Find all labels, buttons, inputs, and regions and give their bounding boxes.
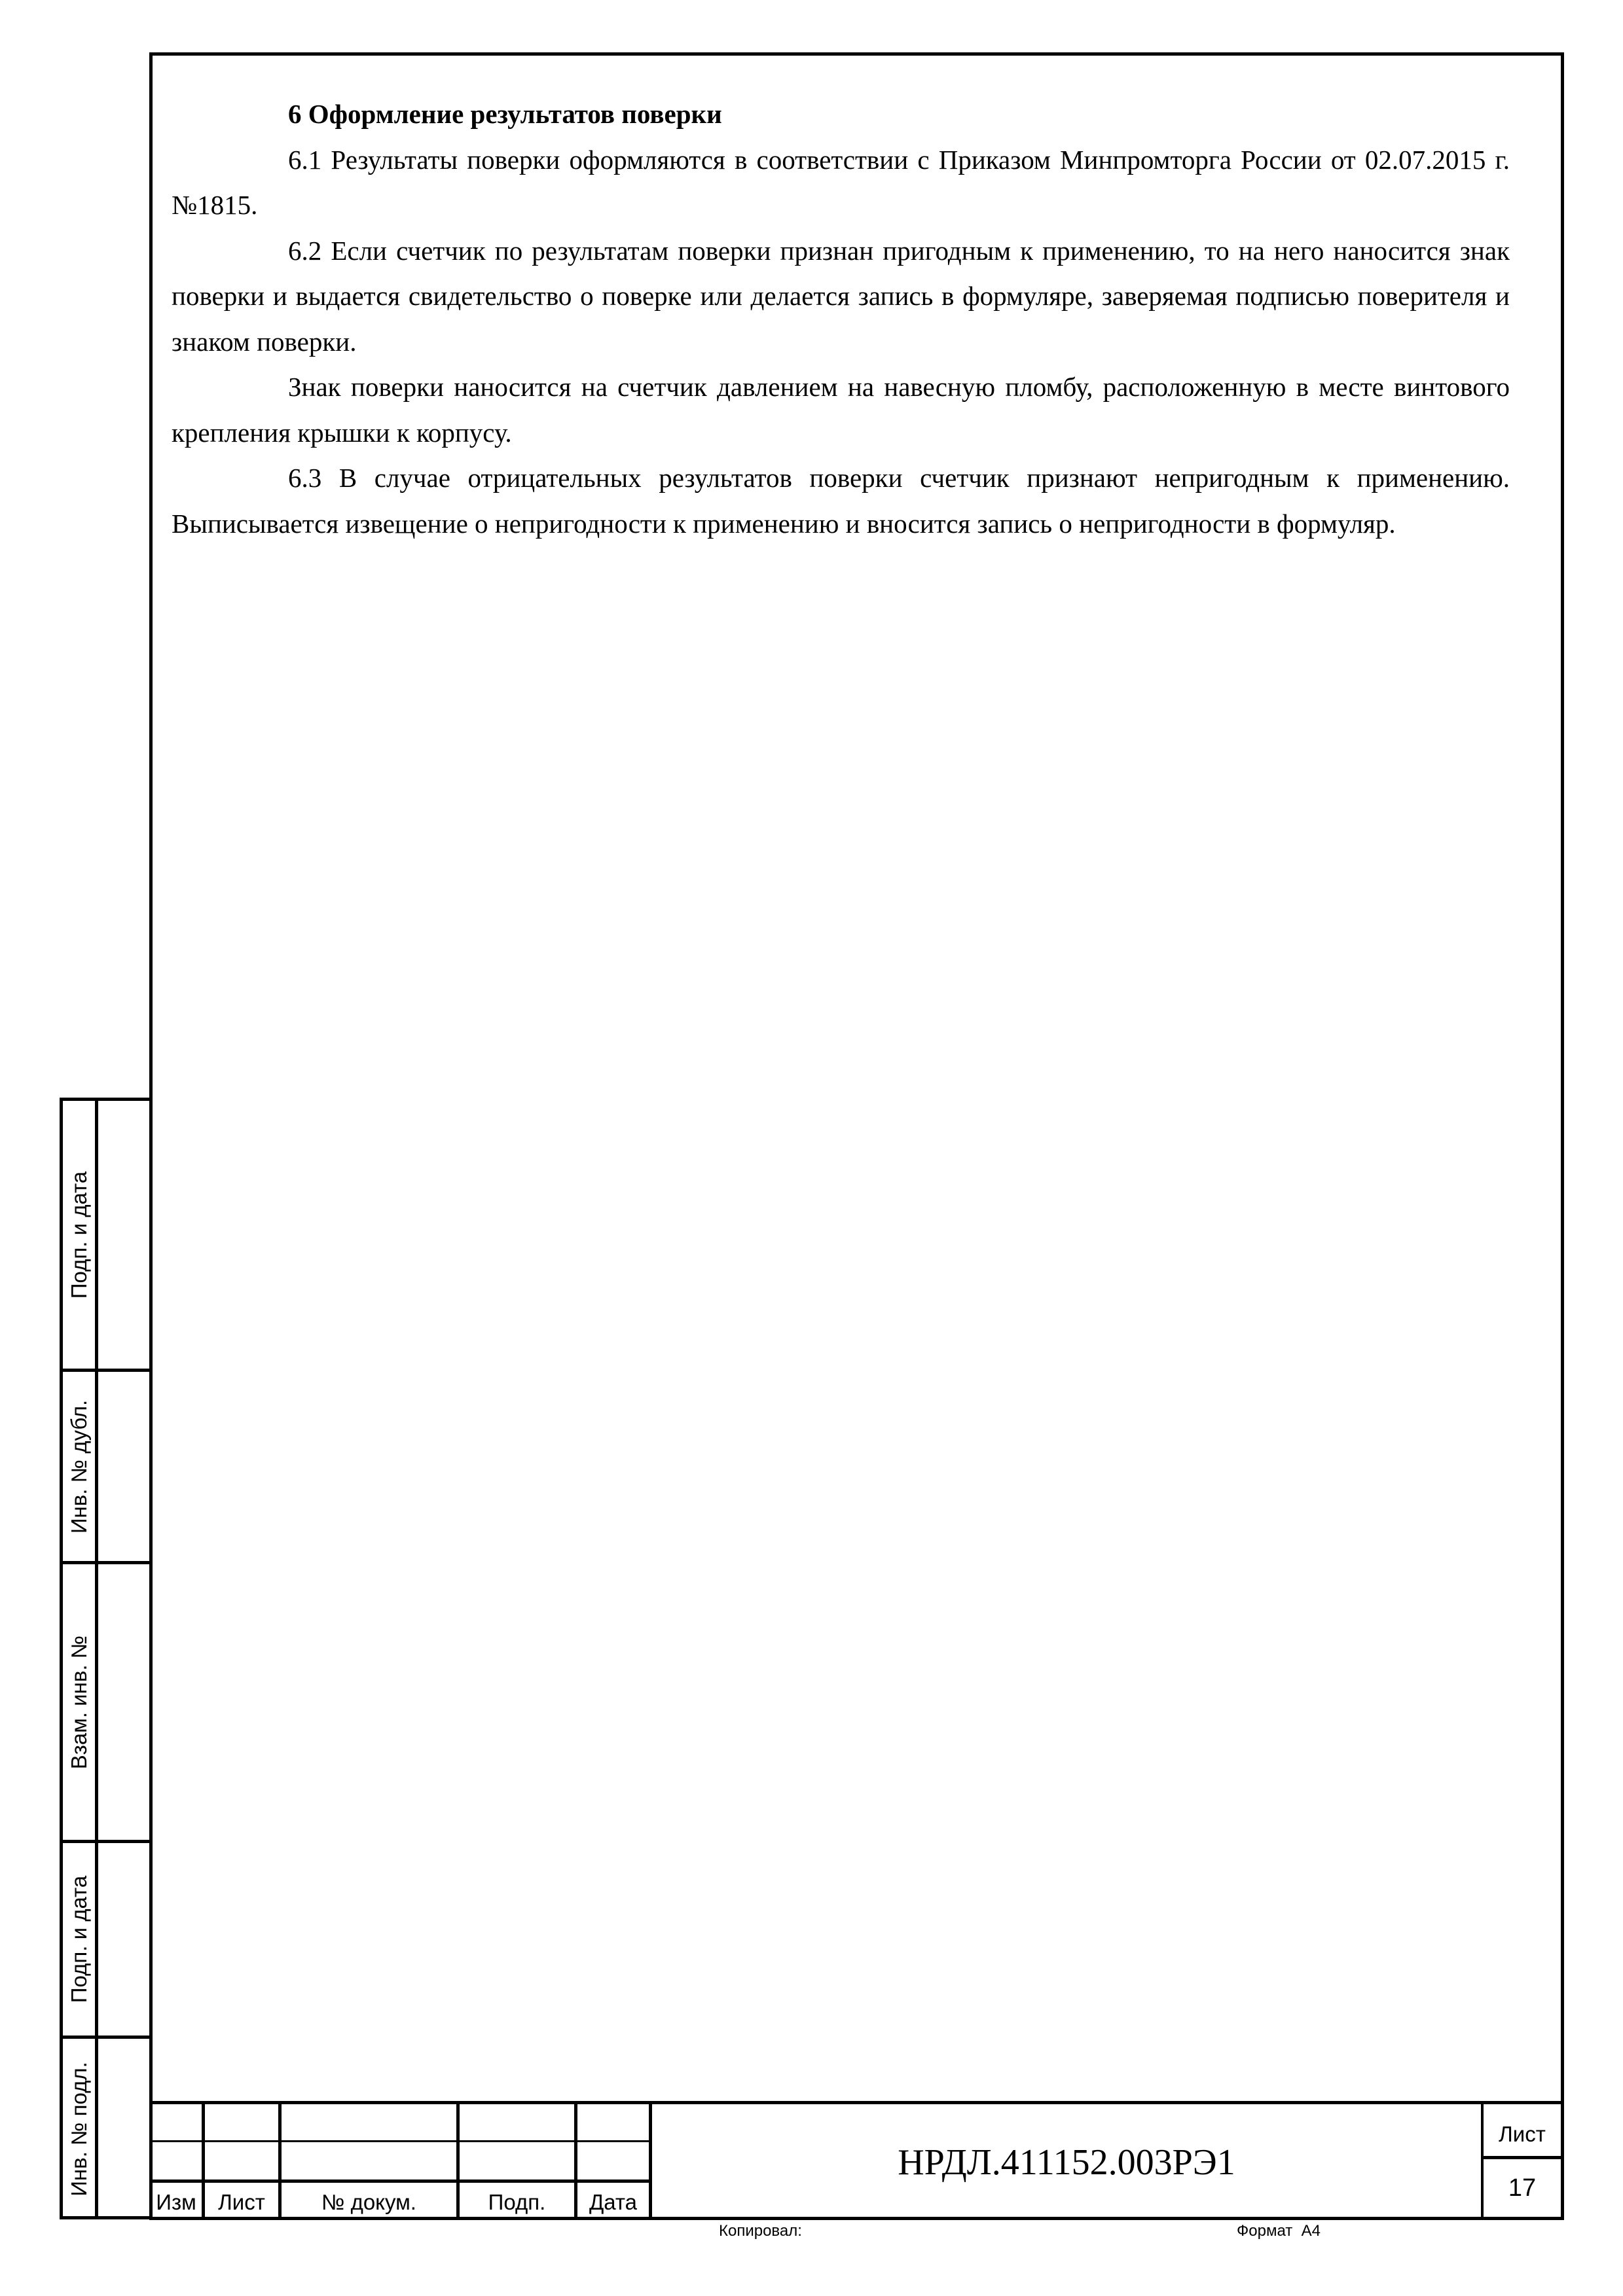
title-block-top-border [149,2101,1564,2104]
side-stamp-value-cell [98,1101,149,1369]
paragraph-6-3: 6.3 В случае отрицательных результатов поверки счетчик признают непригодным к применению. Выписывается извещение о непригодности к применению и вносится запись о непригодности в формуляр. [172,463,1510,539]
side-stamp-label: Взам. инв. № [66,1635,91,1769]
side-stamp-label-cell [63,1372,98,1561]
side-stamp-value-cell [98,1843,149,2036]
side-stamp-row-dup-inv [60,1369,149,1561]
side-stamp-value-cell [98,1372,149,1561]
side-stamp-label-cell [63,1564,98,1840]
header-izm: Изм [156,2190,196,2214]
side-stamp-label-cell [63,2039,98,2219]
side-stamp-value-cell [98,2039,149,2219]
header-sign: Подп. [488,2190,546,2214]
side-stamp-row-sign-date [60,1098,149,1369]
side-stamp-row-orig-inv [60,2036,149,2219]
section-heading: 6 Оформление результатов поверки [288,99,722,129]
side-stamp-label: Инв. № подл. [66,2062,91,2197]
sheet-label: Лист [1499,2122,1546,2146]
format-label: Формат А4 [1237,2222,1321,2240]
paragraph-verification-mark: Знак поверки наносится на счетчик давлением на навесную пломбу, расположенную в месте винтового крепления крышки к корпусу. [172,372,1510,448]
side-stamp [60,1098,149,2219]
header-list: Лист [218,2190,265,2214]
sheet-number: 17 [1508,2174,1537,2202]
header-date: Дата [589,2190,638,2214]
sheet-cell-divider [1482,2156,1564,2159]
header-doc-no: № докум. [321,2190,416,2214]
side-stamp-label: Инв. № дубл. [66,1399,91,1534]
paragraph-6-1: 6.1 Результаты поверки оформляются в соответствии с Приказом Минпромторга России от 02.07.2015 г. №1815. [172,144,1510,220]
side-stamp-row-sign-date-2 [60,1840,149,2036]
paragraph-6-2: 6.2 Если счетчик по результатам поверки признан пригодным к применению, то на него наносится знак поверки и выдается свидетельство о поверке или делается запись в формуляре, заверяемая подписью поверителя и знаком поверки. [172,235,1510,357]
side-stamp-value-cell [98,1564,149,1840]
document-code: НРДЛ.411152.003РЭ1 [898,2142,1235,2183]
title-block [149,2101,1564,2219]
side-stamp-label: Подп. и дата [66,1875,91,2003]
side-stamp-row-replace-inv [60,1561,149,1840]
side-stamp-label-cell [63,1843,98,2036]
side-stamp-label-cell [63,1101,98,1369]
col-divider-sheet [1481,2101,1484,2219]
side-stamp-bottom-border [60,2216,153,2219]
copied-by-label: Копировал: [719,2222,802,2240]
document-body [172,92,1510,547]
side-stamp-label: Подп. и дата [66,1171,91,1299]
